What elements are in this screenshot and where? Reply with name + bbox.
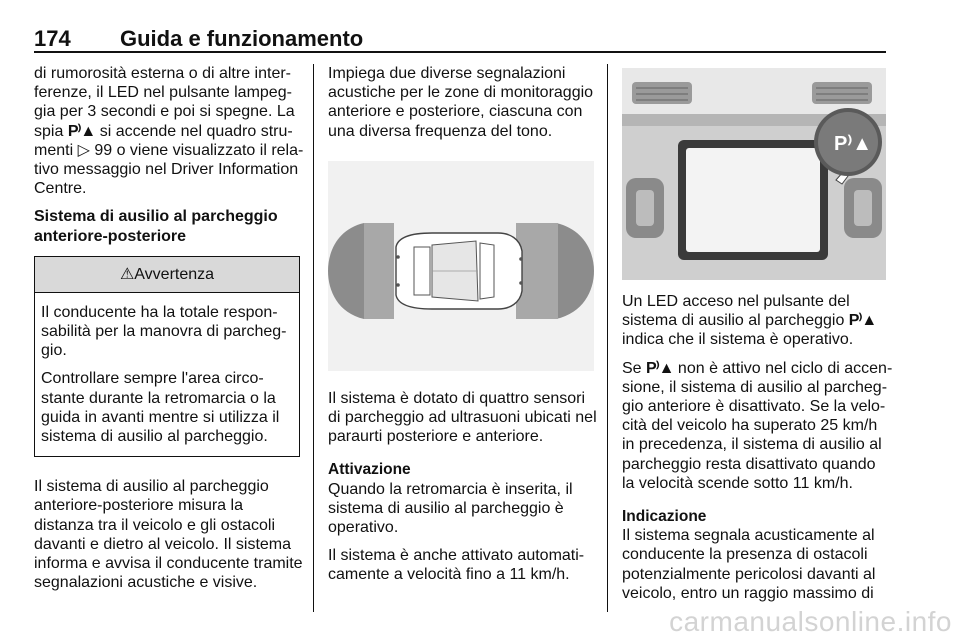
text-line: la velocità scende sotto 11 km/h. [622, 474, 853, 492]
text-line: stante durante la retromarcia o la [41, 389, 276, 407]
text-line: anteriore-posteriore misura la [34, 497, 243, 515]
parking-assist-icon: P⁾▲ [67, 122, 96, 140]
heading-line: Sistema di ausilio al parcheggio [34, 208, 278, 226]
text-line: sabilità per la manovra di parcheg- [41, 323, 287, 341]
subheading-activation: Attivazione [328, 461, 411, 479]
parking-assist-icon: P⁾▲ [646, 359, 674, 377]
warning-body [35, 293, 299, 456]
text-line: Il sistema è anche attivato automati- [328, 547, 585, 565]
intro-paragraph [34, 64, 304, 198]
warning-title: Avvertenza [134, 265, 215, 283]
text-line: Centre. [34, 180, 87, 198]
subheading-indication: Indicazione [622, 508, 707, 526]
text-line: potenzialmente pericolosi davanti al [622, 565, 876, 583]
text-line: Un LED acceso nel pulsante del [622, 293, 850, 310]
text-line: camente a velocità fino a 11 km/h. [328, 566, 570, 584]
text-line: veicolo, entro un raggio massimo di [622, 584, 874, 602]
page-number: 174 [34, 26, 71, 51]
text-line: gio anteriore è disattivato. Se la velo- [622, 398, 886, 416]
text-line: gio. [41, 342, 67, 360]
chapter-title: Guida e funzionamento [120, 26, 364, 51]
indication-paragraph [622, 526, 886, 603]
sensor-paragraph [328, 389, 597, 447]
parking-assist-icon: P⁾▲ [848, 312, 877, 330]
text-line: di parcheggio ad ultrasuoni ubicati nel [328, 409, 597, 427]
text-line: 99 o viene visualizzato il rela- [94, 141, 304, 159]
tone-paragraph [328, 64, 594, 141]
text-line: sione, il sistema di ausilio al parcheg- [622, 378, 888, 396]
svg-text:P⁾▲: P⁾▲ [834, 133, 873, 155]
text-line: Il conducente ha la totale respon- [41, 303, 278, 321]
warning-box [34, 256, 300, 457]
text-line: anteriore e posteriore, ciascuna con [328, 103, 583, 121]
text-fragment: spia [34, 122, 64, 140]
text-fragment: Se [622, 359, 642, 377]
text-line: Il sistema di ausilio al parcheggio [34, 478, 269, 496]
text-line: parcheggio resta disattivato quando [622, 455, 876, 473]
activation-paragraph [328, 480, 594, 538]
text-line: Il sistema segnala acusticamente al [622, 527, 875, 545]
text-line: ferenze, il LED nel pulsante lampeg- [34, 84, 292, 102]
led-paragraph [622, 292, 886, 350]
watermark: carmanualsonline.info [669, 606, 952, 637]
text-line: paraurti posteriore e anteriore. [328, 428, 544, 446]
text-line: non è attivo nel ciclo di accen- [677, 359, 893, 377]
text-line: distanza tra il veicolo e gli ostacoli [34, 516, 276, 534]
text-line: davanti e dietro al veicolo. Il sistema [34, 535, 292, 553]
section-heading [34, 207, 300, 245]
text-line: acustiche per le zone di monitoraggio [328, 84, 594, 102]
auto-activation-paragraph [328, 546, 594, 584]
text-line: cità del veicolo ha superato 25 km/h [622, 417, 878, 435]
text-line: Quando la retromarcia è inserita, il [328, 480, 573, 498]
text-line: sistema di ausilio al parcheggio [622, 312, 845, 330]
text-line: Controllare sempre l'area circo- [41, 370, 264, 388]
text-line: guida in avanti mentre si utilizza il [41, 408, 280, 426]
deactivation-paragraph [622, 359, 893, 493]
column-separator [607, 64, 608, 612]
text-line: di rumorosità esterna o di altre inter- [34, 65, 291, 82]
arrow-reference-icon: ▷ [77, 141, 90, 159]
text-line: tivo messaggio nel Driver Information [34, 161, 299, 179]
text-line: sistema di ausilio al parcheggio è [328, 499, 564, 517]
dashboard-button-photo [622, 68, 886, 280]
header-rule [34, 51, 886, 53]
text-line: gia per 3 secondi e poi si spegne. La [34, 103, 295, 121]
text-line: segnalazioni acustiche e visive. [34, 574, 258, 592]
text-line: informa e avvisa il conducente tramite [34, 555, 303, 573]
column-separator [313, 64, 314, 612]
text-line: sistema di ausilio al parcheggio. [41, 428, 268, 446]
sensor-zones-illustration [328, 161, 594, 371]
page-header [34, 26, 886, 52]
text-line: operativo. [328, 519, 399, 537]
column-right [622, 64, 893, 603]
text-line: conducente la presenza di ostacoli [622, 546, 868, 564]
text-line: Il sistema è dotato di quattro sensori [328, 389, 586, 407]
column-left [34, 64, 304, 592]
text-line: si accende nel quadro stru- [99, 122, 293, 140]
text-line: indica che il sistema è operativo. [622, 331, 854, 349]
warning-triangle-icon: ⚠ [119, 265, 135, 283]
text-line: una diversa frequenza del tono. [328, 122, 553, 140]
column-middle [328, 64, 597, 585]
text-line: Impiega due diverse segnalazioni [328, 65, 566, 82]
warning-header [35, 257, 299, 293]
heading-line: anteriore-posteriore [34, 227, 187, 245]
description-paragraph [34, 477, 303, 592]
text-fragment: menti [34, 141, 74, 159]
text-line: in precedenza, il sistema di ausilio al [622, 436, 882, 454]
